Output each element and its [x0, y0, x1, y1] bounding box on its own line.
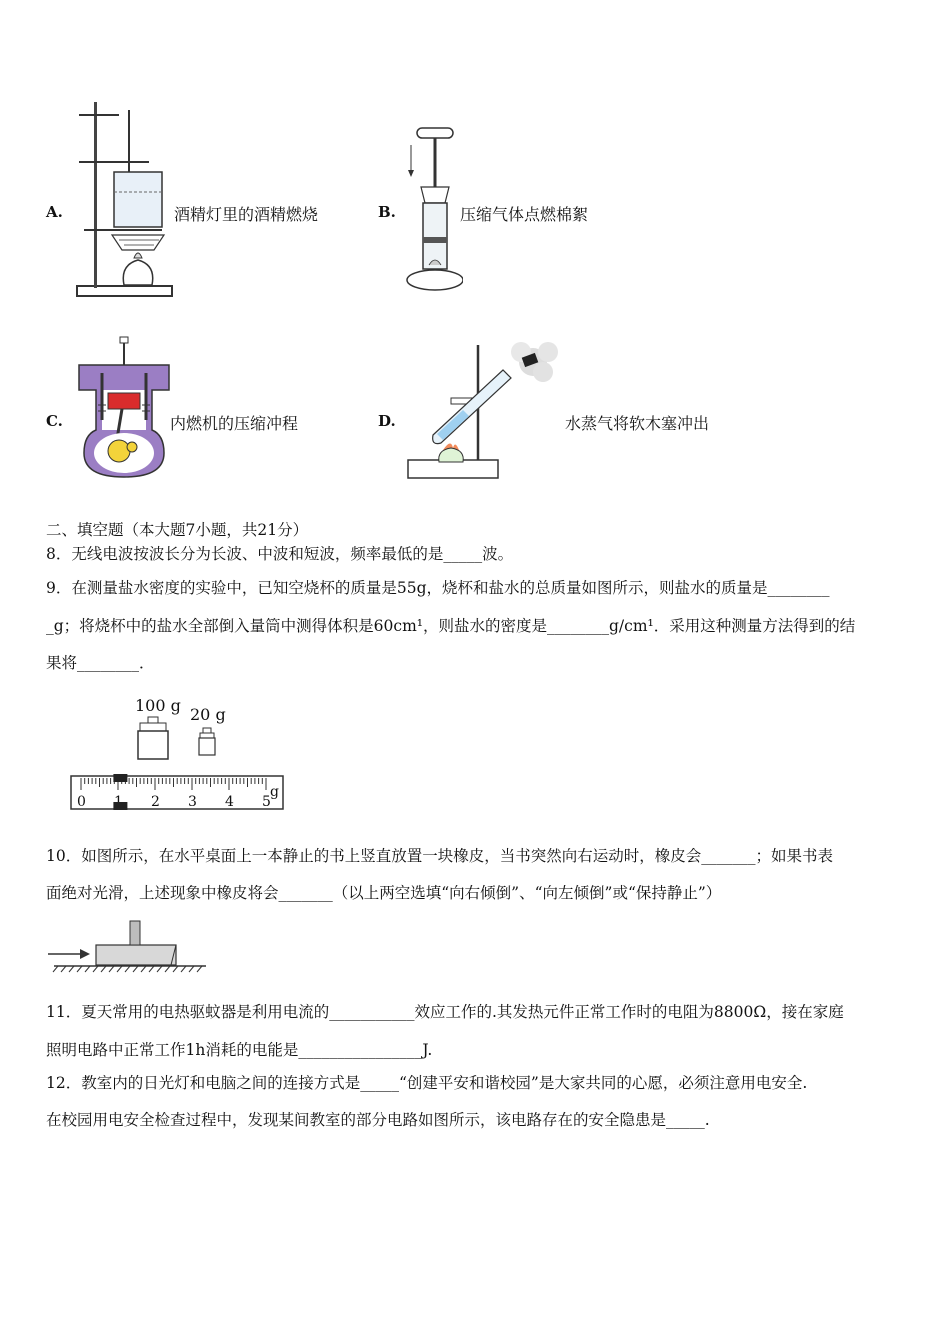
weight-100g-label: 100 g: [135, 696, 181, 715]
weight-20g-icon: [199, 728, 215, 755]
ground-hatch: [149, 966, 154, 972]
question-9-line-3: 果将________．: [46, 654, 155, 672]
ground-hatch: [189, 966, 194, 972]
option-d-letter: D.: [378, 412, 396, 430]
weight-20g-label: 20 g: [190, 705, 226, 724]
balance-figure: [68, 690, 293, 815]
question-8: 8．无线电波按波长分为长波、中波和短波，频率最低的是_____波。: [46, 545, 514, 563]
eraser: [130, 921, 140, 945]
question-12-line-2: 在校园用电安全检查过程中，发现某间教室的部分电路如图所示，该电路存在的安全隐患是_____.: [46, 1111, 710, 1129]
ground-hatch: [133, 966, 138, 972]
question-9-line-2: _g；将烧杯中的盐水全部倒入量筒中测得体积是60cm¹，则盐水的密度是________g/cm¹．采用这种测量方法得到的结: [46, 617, 856, 635]
option-b: [378, 125, 678, 300]
ground-hatch: [125, 966, 130, 972]
ground-hatch: [53, 966, 58, 972]
ground-hatch: [157, 966, 162, 972]
option-d: [378, 340, 738, 485]
question-11-line-1: 11．夏天常用的电热驱蚊器是利用电流的___________效应工作的.其发热元件正常工作时的电阻为8800Ω，接在家庭: [46, 1003, 844, 1021]
ground-hatch: [77, 966, 82, 972]
option-c: [46, 335, 366, 485]
ground-hatch: [61, 966, 66, 972]
option-b-text: 压缩气体点燃棉絮: [460, 205, 589, 224]
scale-label: 3: [188, 794, 197, 810]
ground-hatch: [141, 966, 146, 972]
weight-100g-icon: [138, 717, 168, 759]
ground-hatch: [69, 966, 74, 972]
ground-hatch: [85, 966, 90, 972]
scale-label: 5: [262, 794, 271, 810]
option-c-text: 内燃机的压缩冲程: [170, 414, 299, 433]
book: [96, 945, 176, 965]
question-11-line-2: 照明电路中正常工作1h消耗的电能是________________J.: [46, 1041, 433, 1059]
option-c-letter: C.: [46, 412, 63, 430]
ground-hatch: [117, 966, 122, 972]
ground-hatch: [93, 966, 98, 972]
question-12-line-1: 12．教室内的日光灯和电脑之间的连接方式是_____“创建平安和谐校园”是大家共同的心愿，必须注意用电安全.: [46, 1074, 808, 1092]
option-a: [46, 100, 346, 300]
alcohol-lamp-heating-figure: [74, 100, 174, 300]
scale-label: 2: [151, 794, 160, 810]
option-b-letter: B.: [378, 203, 396, 221]
question-9-line-1: 9．在测量盐水密度的实验中，已知空烧杯的质量是55g，烧杯和盐水的总质量如图所示，则盐水的质量是________: [46, 579, 830, 597]
ground-hatch: [197, 966, 202, 972]
balance-rider: [113, 774, 127, 782]
ground-hatch: [101, 966, 106, 972]
section-title: 二、填空题（本大题7小题，共21分）: [46, 521, 309, 539]
question-10-line-1: 10．如图所示，在水平桌面上一本静止的书上竖直放置一块橡皮，当书突然向右运动时，橡皮会_______；如果书表: [46, 847, 833, 865]
option-d-text: 水蒸气将软木塞冲出: [565, 414, 710, 433]
steam-cork-figure: [403, 340, 563, 482]
ground-hatch: [181, 966, 186, 972]
scale-unit: g: [270, 784, 279, 800]
ground-hatch: [173, 966, 178, 972]
book-eraser-figure: [46, 918, 211, 973]
ground-hatch: [109, 966, 114, 972]
ground-hatch: [165, 966, 170, 972]
engine-compression-stroke-figure: [74, 335, 184, 483]
air-compression-igniter-figure: [403, 125, 463, 297]
option-a-letter: A.: [46, 203, 63, 221]
question-10-line-2: 面绝对光滑，上述现象中橡皮将会_______（以上两空选填“向右倾倒”、“向左倾倒”或“保持静止”）: [46, 884, 722, 902]
scale-label: 0: [77, 794, 86, 810]
balance-rider-bottom: [113, 802, 127, 810]
scale-label: 4: [225, 794, 234, 810]
option-a-text: 酒精灯里的酒精燃烧: [174, 205, 319, 224]
